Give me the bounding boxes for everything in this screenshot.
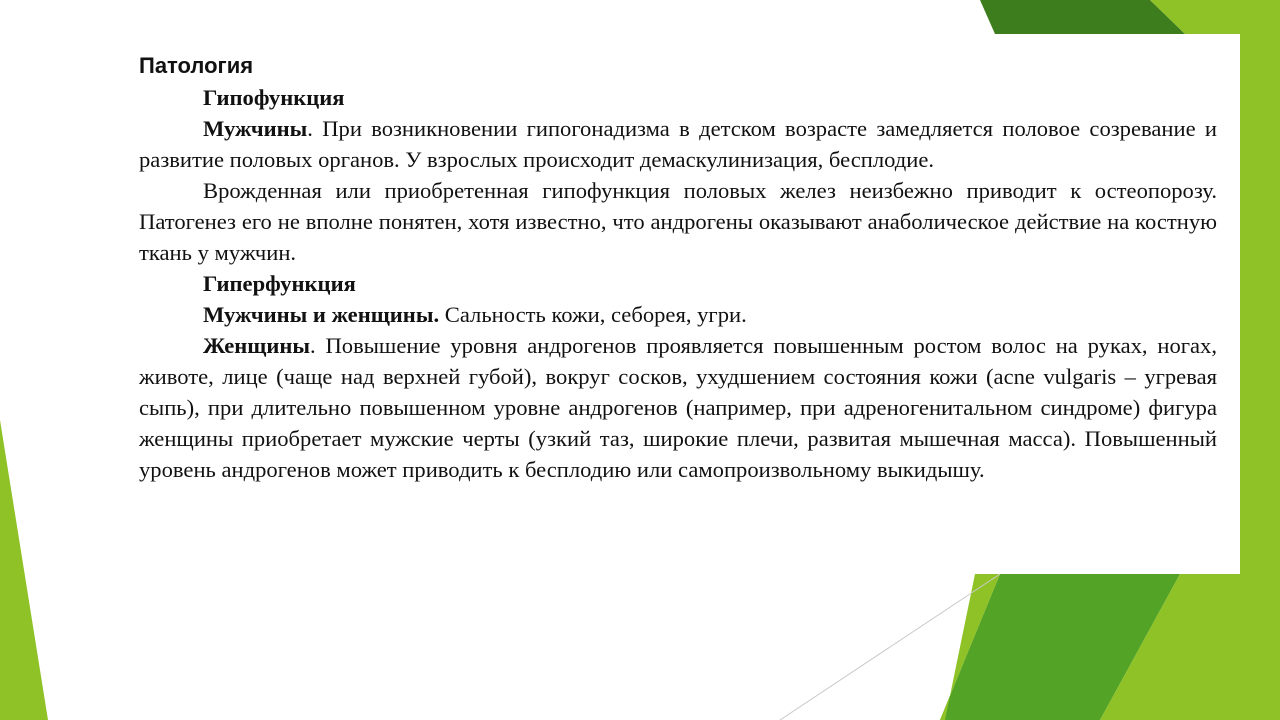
text-women: . Повышение уровня андрогенов проявляется повышенным ростом волос на руках, ногах, животе, лице (чаще над верхней губой), вокруг сосков, ухудшением состояния кожи (acne vulgaris – угревая сыпь), при длительно повышенном уровне андрогенов (например, при адреногенитальном синдроме) фигура женщины приобретает мужские черты (узкий таз, широкие плечи, развитая мышечная масса). Повышенный уровень андрогенов может приводить к бесплодию или самопроизвольному выкидышу. bbox=[139, 333, 1217, 482]
top-right-dark-shape bbox=[980, 0, 1185, 34]
lead-men-and-women: Мужчины и женщины. bbox=[203, 302, 440, 327]
slide-title: Патология bbox=[139, 53, 254, 78]
paragraph-men bbox=[139, 113, 1217, 175]
lead-men: Мужчины bbox=[203, 116, 308, 141]
text-men: . При возникновении гипогонадизма в детском возрасте замедляется половое созревание и развитие половых органов. У взрослых происходит демаскулинизация, бесплодие. bbox=[139, 116, 1217, 172]
paragraph-men-and-women bbox=[139, 299, 1217, 330]
section-title-hypofunction: Гипофункция bbox=[203, 85, 345, 110]
right-light-shape bbox=[1240, 34, 1280, 574]
paragraph-women bbox=[139, 330, 1217, 485]
slide-content bbox=[139, 50, 1217, 485]
lead-women: Женщины bbox=[203, 333, 310, 358]
text-men-and-women: Сальность кожи, себорея, угри. bbox=[439, 302, 747, 327]
left-green-strip bbox=[0, 420, 48, 720]
section-title-hyperfunction: Гиперфункция bbox=[203, 271, 356, 296]
paragraph-osteoporosis: Врожденная или приобретенная гипофункция половых желез неизбежно приводит к остеопорозу. Патогенез его не вполне понятен, хотя известно, что андрогены оказывают анаболическое действие на костную ткань у мужчин. bbox=[139, 178, 1217, 265]
